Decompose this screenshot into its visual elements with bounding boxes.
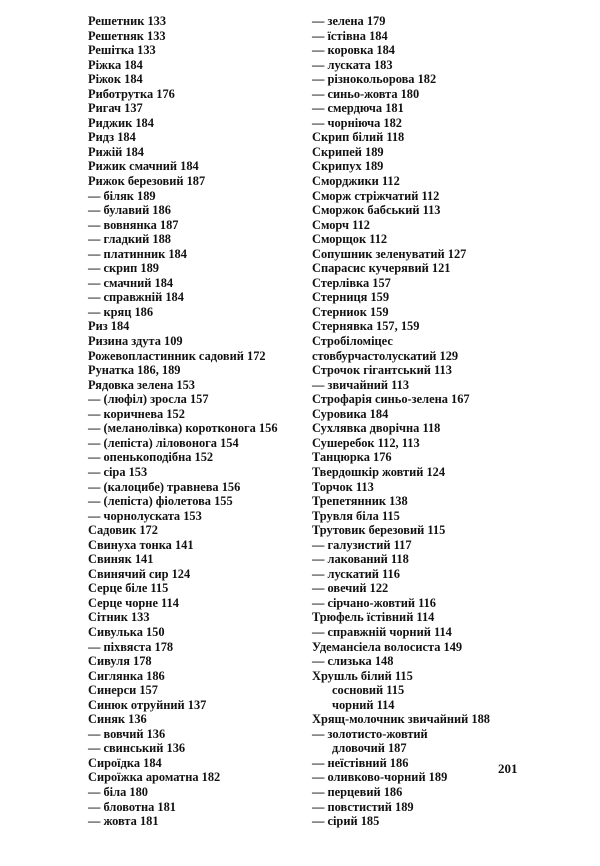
index-entry: Сушеребок 112, 113 xyxy=(312,435,420,450)
index-entry: — слизька 148 xyxy=(312,654,394,669)
index-entry: — лакований 118 xyxy=(312,552,409,567)
index-entry: — лускатий 116 xyxy=(312,566,400,581)
index-entry: Строфарія синьо-зелена 167 xyxy=(312,392,470,407)
index-entry: — різнокольорова 182 xyxy=(312,72,437,87)
index-entry: — (меланолівка) коротконога 156 xyxy=(88,421,278,436)
index-entry: Рижик смачний 184 xyxy=(88,159,199,174)
index-entry: Сиглянка 186 xyxy=(88,668,165,683)
index-entry: Рижок березовий 187 xyxy=(88,174,206,189)
index-entry: — (лепіста) ліловонога 154 xyxy=(88,435,239,450)
index-entry: Стернявка 157, 159 xyxy=(312,319,420,334)
index-entry: Сморч 112 xyxy=(312,217,370,232)
index-entry: Решітка 133 xyxy=(88,43,156,58)
index-entry: Рядовка зелена 153 xyxy=(88,377,195,392)
index-entry: Ридз 184 xyxy=(88,130,136,145)
index-entry: — звичайний 113 xyxy=(312,377,410,392)
index-entry: Сивулька 150 xyxy=(88,624,165,639)
index-entry: Ризина здута 109 xyxy=(88,334,183,349)
index-entry: Стробіломіцес стовбурчастолускатий 129 xyxy=(312,334,459,363)
index-entry: Синюк отруйний 137 xyxy=(88,697,207,712)
index-entry: Риботрутка 176 xyxy=(88,86,175,101)
index-entry: Рижій 184 xyxy=(88,144,144,159)
index-entry: Сопушник зеленуватий 127 xyxy=(312,246,467,261)
index-entry: Сироїжка ароматна 182 xyxy=(88,770,221,785)
index-entry: — гладкий 188 xyxy=(88,232,172,247)
index-entry: Синяк 136 xyxy=(88,712,147,727)
index-entry: Рожевопластинник садовий 172 xyxy=(88,348,266,363)
index-entry: — булавий 186 xyxy=(88,203,171,218)
index-entry: — бловотна 181 xyxy=(88,799,176,814)
index-entry: Сітник 133 xyxy=(88,610,150,625)
index-entry: — біляк 189 xyxy=(88,188,156,203)
index-entry: — справжній 184 xyxy=(88,290,184,305)
index-entry: Решетник 133 xyxy=(88,14,167,28)
index-entry: Хрящ-молочник звичайний 188 xyxy=(312,712,490,727)
index-entry: Свинуха тонка 141 xyxy=(88,537,194,552)
index-entry: Садовик 172 xyxy=(88,523,158,538)
index-entry: — справжній чорний 114 xyxy=(312,624,452,639)
index-entry: — піхвяста 178 xyxy=(88,639,174,654)
index-entry: Торчок 113 xyxy=(312,479,374,494)
index-entry: Стерлівка 157 xyxy=(312,275,391,290)
index-entry: — (лепіста) фіолетова 155 xyxy=(88,494,233,509)
index-entry: Удемансіела волосиста 149 xyxy=(312,639,463,654)
index-entry: дловочий 187 xyxy=(332,741,407,756)
index-entry: — свинський 136 xyxy=(88,741,186,756)
index-entry: Твердошкір жовтий 124 xyxy=(312,464,446,479)
index-column-right xyxy=(312,14,518,829)
index-entry: Скрип білий 118 xyxy=(312,130,405,145)
index-entry: Синерси 157 xyxy=(88,683,158,698)
index-entry: — смердюча 181 xyxy=(312,101,404,116)
index-entry: — лускатa 183 xyxy=(312,57,393,72)
index-entry: Стерниця 159 xyxy=(312,290,390,305)
index-entry: — сіра 153 xyxy=(88,464,148,479)
index-entry: Скрипей 189 xyxy=(312,144,384,159)
index-entry: Ригач 137 xyxy=(88,101,143,116)
index-entry: — синьо-жовта 180 xyxy=(312,86,420,101)
index-entry: Сироїдка 184 xyxy=(88,755,162,770)
index-entry: Строчок гігантський 113 xyxy=(312,363,452,378)
index-entry: Сухлявка дворічна 118 xyxy=(312,421,441,436)
index-entry: Хрушль білий 115 xyxy=(312,668,413,683)
index-entry: — сірчано-жовтий 116 xyxy=(312,595,436,610)
index-entry: — галузистий 117 xyxy=(312,537,412,552)
index-entry: Рунатка 186, 189 xyxy=(88,363,181,378)
index-entry: Ріжок 184 xyxy=(88,72,143,87)
index-entry: Танцюрка 176 xyxy=(312,450,392,465)
index-entry: Риджик 184 xyxy=(88,115,154,130)
index-entry: Стерниок 159 xyxy=(312,304,389,319)
index-column-left xyxy=(88,14,302,829)
index-entry: — коровка 184 xyxy=(312,43,395,58)
index-entry: Сморщок 112 xyxy=(312,232,388,247)
index-entry: Суровика 184 xyxy=(312,406,389,421)
index-entry: — овечий 122 xyxy=(312,581,389,596)
index-entry: — неїстівний 186 xyxy=(312,755,409,770)
index-entry: сосновий 115 xyxy=(332,683,405,698)
index-entry: — опенькоподібна 152 xyxy=(88,450,214,465)
index-entry: — чорніюча 182 xyxy=(312,115,403,130)
index-entry: Трутовик березовий 115 xyxy=(312,523,446,538)
index-entry: — оливково-чорний 189 xyxy=(312,770,448,785)
page-number: 201 xyxy=(498,761,518,776)
index-entry: — повстистий 189 xyxy=(312,799,414,814)
index-entry: Трюфель їстівний 114 xyxy=(312,610,435,625)
index-entry: Серце чорне 114 xyxy=(88,595,179,610)
index-entry: — чорнолускатa 153 xyxy=(88,508,202,523)
index-entry: Скрипух 189 xyxy=(312,159,384,174)
index-entry: — сірий 185 xyxy=(312,814,380,829)
index-entry: — золотисто-жовтий xyxy=(312,726,428,741)
index-entry: — вовнянка 187 xyxy=(88,217,179,232)
index-entry: Сморжок бабський 113 xyxy=(312,203,441,218)
index-entry: Трувля біла 115 xyxy=(312,508,400,523)
index-entry: Спарасис кучерявий 121 xyxy=(312,261,451,276)
index-entry: Серце біле 115 xyxy=(88,581,169,596)
index-entry: — (люфіл) зросла 157 xyxy=(88,392,209,407)
index-entry: Свинячий сир 124 xyxy=(88,566,191,581)
index-entry: Ріжка 184 xyxy=(88,57,143,72)
index-entry: — перцевий 186 xyxy=(312,784,403,799)
index-entry: Трепетянник 138 xyxy=(312,494,408,509)
index-entry: чорний 114 xyxy=(332,697,395,712)
index-entry: Сивуля 178 xyxy=(88,654,152,669)
index-entry: — зелена 179 xyxy=(312,14,386,28)
index-entry: Решетняк 133 xyxy=(88,28,166,43)
index-entry: Сморж стріжчатий 112 xyxy=(312,188,440,203)
index-entry: — їстівна 184 xyxy=(312,28,388,43)
index-entry: Свиняк 141 xyxy=(88,552,154,567)
index-entry: Риз 184 xyxy=(88,319,130,334)
index-entry: — жовта 181 xyxy=(88,814,159,829)
index-entry: — вовчий 136 xyxy=(88,726,166,741)
index-entry: — біла 180 xyxy=(88,784,148,799)
index-entry: — смачний 184 xyxy=(88,275,174,290)
index-entry: — (калоцибе) травнева 156 xyxy=(88,479,241,494)
index-entry: — платинник 184 xyxy=(88,246,187,261)
index-entry: — скрип 189 xyxy=(88,261,159,276)
index-entry: — кряц 186 xyxy=(88,304,154,319)
index-entry: — коричнева 152 xyxy=(88,406,185,421)
index-entry: Сморджики 112 xyxy=(312,174,400,189)
